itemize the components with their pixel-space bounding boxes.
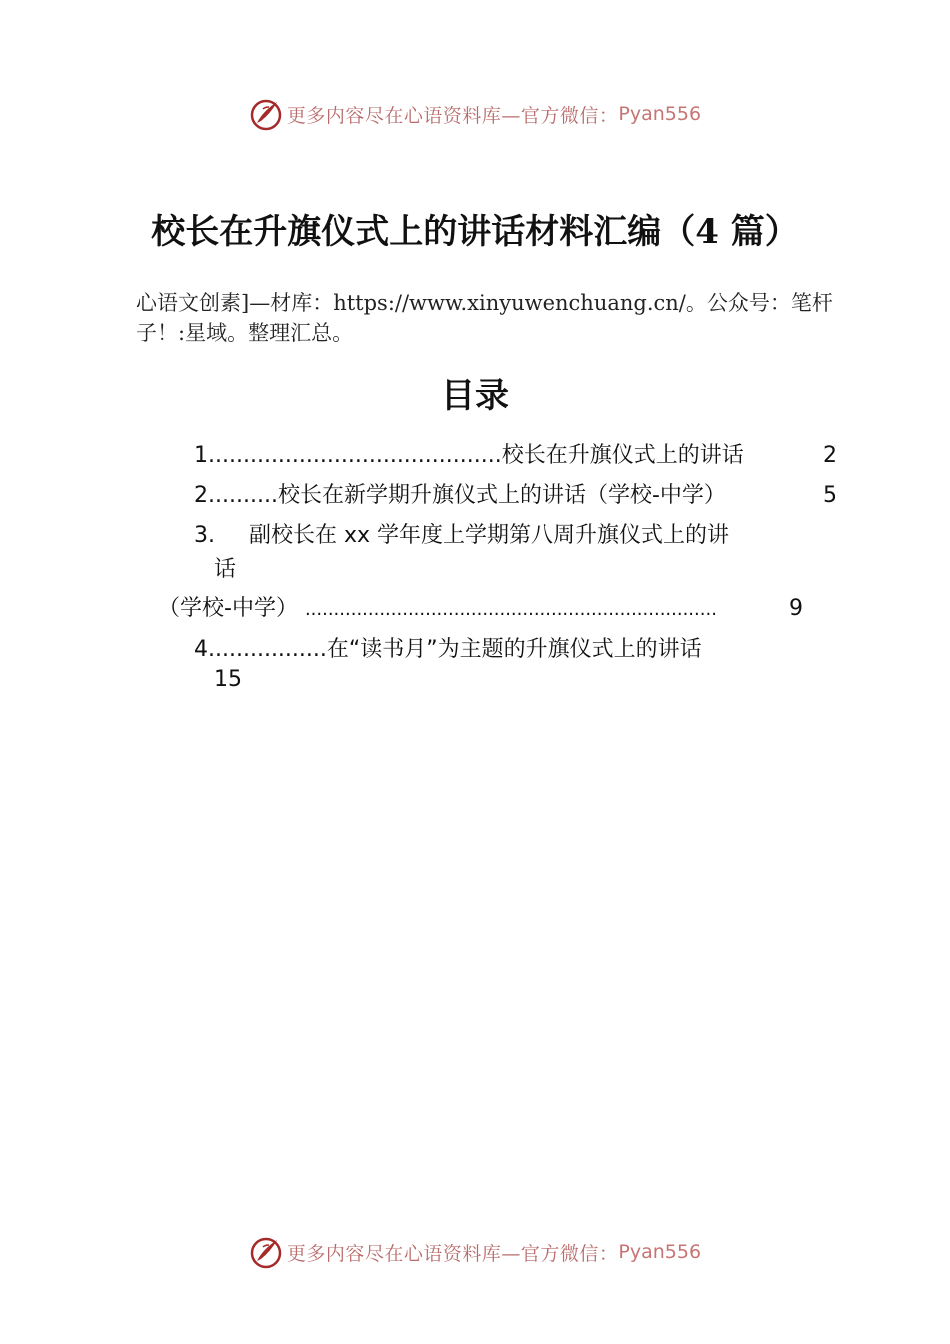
- toc-entry-title: 在“读书月”为主题的升旗仪式上的讲话: [326, 637, 702, 662]
- banner-text: 更多内容尽在心语资料库—官方微信：: [286, 104, 619, 127]
- toc-entry-3-page: 9: [789, 596, 803, 621]
- toc-entry-3-line-3[interactable]: [158, 593, 717, 626]
- toc-entry-title-suffix: （学校-中学）: [158, 596, 298, 621]
- toc-entry-2[interactable]: [194, 480, 726, 512]
- quill-logo-icon: [249, 97, 283, 131]
- toc-leader-dots: ........................................................................: [304, 599, 717, 620]
- toc-entry-number: 3.: [194, 523, 215, 548]
- toc-entry-title: 校长在升旗仪式上的讲话: [501, 443, 744, 468]
- banner-text: 更多内容尽在心语资料库—官方微信：: [286, 1242, 619, 1265]
- toc-entry-4-page: 15: [214, 667, 242, 692]
- toc-entry-3-title-continued: 话: [214, 557, 237, 582]
- toc-entry-title: 校长在新学期升旗仪式上的讲话（学校-中学）: [277, 483, 726, 508]
- toc-entry-2-page: 5: [823, 483, 837, 508]
- toc-entry-number: 4: [194, 637, 208, 662]
- toc-entry-number: 1: [194, 443, 208, 468]
- footer-banner: [0, 1232, 950, 1272]
- toc-entry-4[interactable]: [194, 634, 702, 666]
- header-banner: [0, 94, 950, 134]
- toc-entry-title: 副校长在 xx 学年度上学期第八周升旗仪式上的讲: [249, 523, 730, 548]
- banner-wechat-id: Pyan556: [618, 1241, 702, 1263]
- toc-entry-1[interactable]: [194, 440, 744, 472]
- toc-entry-3[interactable]: [194, 520, 729, 552]
- toc-leader-dots: ..........: [208, 483, 278, 508]
- toc-leader-dots: ..........................................: [208, 443, 502, 468]
- document-title: 校长在升旗仪式上的讲话材料汇编（4 篇）: [151, 212, 799, 252]
- quill-logo-icon: [249, 1235, 283, 1269]
- banner-wechat-id: Pyan556: [618, 103, 702, 125]
- intro-paragraph: 心语文创素]—材库：https://www.xinyuwenchuang.cn/。公众号：笔杆子！:星域。整理汇总。: [136, 291, 833, 345]
- toc-entry-number: 2: [194, 483, 208, 508]
- toc-entry-1-page: 2: [823, 443, 837, 468]
- toc-heading: 目录: [441, 376, 509, 416]
- toc-leader-dots: .................: [208, 637, 327, 662]
